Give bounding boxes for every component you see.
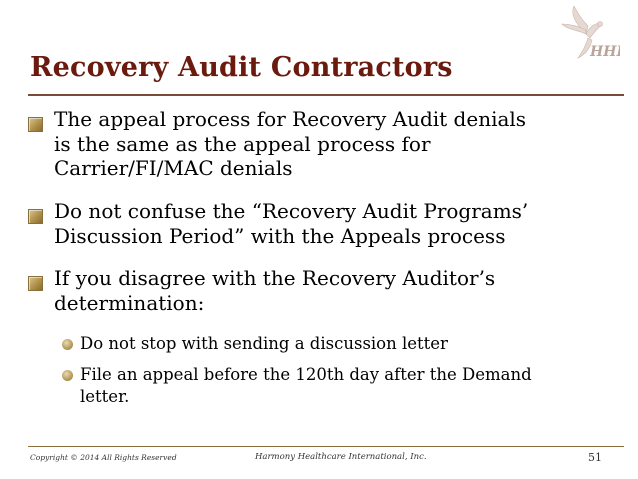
footer-company: Harmony Healthcare International, Inc.: [255, 452, 427, 462]
subbullet-text-2: [80, 364, 532, 408]
bullet-line: determination:: [54, 290, 205, 315]
logo-text: HHI: [590, 44, 620, 60]
bullet-icon: [28, 276, 43, 291]
bullet-text-1: [54, 107, 526, 181]
bullet-line: Carrier/FI/MAC denials: [54, 156, 293, 180]
footer-copyright: Copyright © 2014 All Rights Reserved: [30, 453, 177, 462]
subbullet-line: File an appeal before the 120th day after the Demand: [80, 365, 532, 384]
bullet-line: The appeal process for Recovery Audit denials: [54, 107, 527, 131]
hhi-logo: [556, 4, 620, 66]
bullet-line: is the same as the appeal process for: [54, 131, 431, 156]
subbullet-icon: [62, 339, 73, 350]
slide-title: Recovery Audit Contractors: [30, 52, 453, 83]
subbullet-line: letter.: [80, 387, 130, 406]
bullet-text-3: [54, 266, 495, 315]
footer-divider: [28, 446, 624, 447]
page-number: 51: [588, 451, 602, 464]
title-divider: [28, 94, 624, 96]
subbullet-line: Do not stop with sending a discussion letter: [80, 334, 448, 353]
bullet-line: If you disagree with the Recovery Auditor’s: [54, 266, 496, 290]
bullet-icon: [28, 209, 43, 224]
bullet-text-2: [54, 199, 528, 248]
subbullet-icon: [62, 370, 73, 381]
bullet-icon: [28, 117, 43, 132]
subbullet-text-1: [80, 333, 448, 355]
bullet-line: Discussion Period” with the Appeals process: [54, 223, 506, 248]
bullet-line: Do not confuse the “Recovery Audit Programs’: [54, 199, 529, 223]
